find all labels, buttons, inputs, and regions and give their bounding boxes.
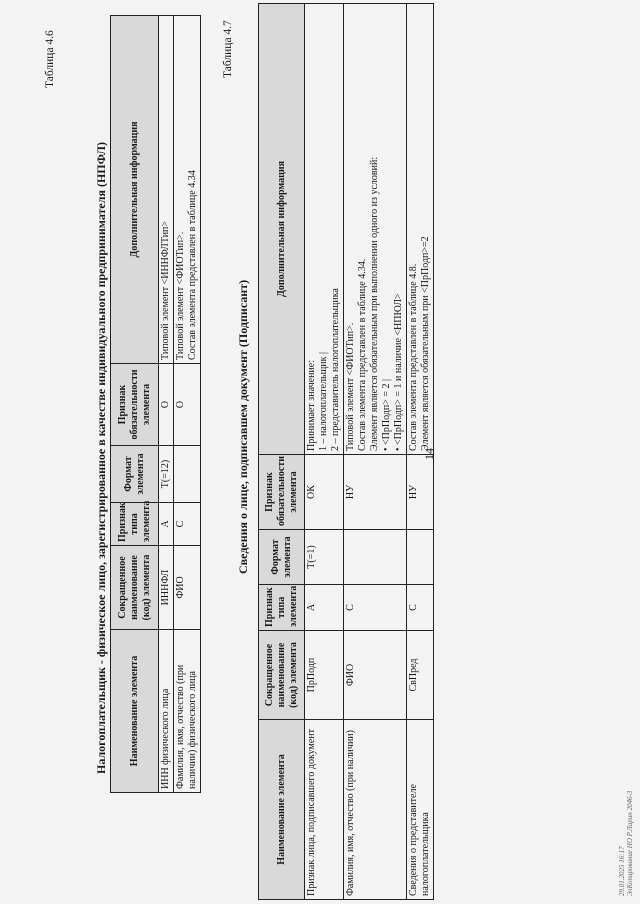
info-line: 1 – налогоплательщик | bbox=[318, 351, 329, 451]
element-code-cell: ИННФЛ bbox=[159, 546, 174, 630]
element-format-cell bbox=[344, 530, 407, 585]
element-info-cell bbox=[344, 4, 407, 455]
table-row bbox=[407, 4, 434, 900]
table-4-6-title: Налогоплательщик - физическое лицо, зарегистрированное в качестве индивидуального предпринимателя (НПФЛ) bbox=[94, 142, 108, 774]
stamp-line: ЭлКопирование НО Р.Ларин 2046-3 bbox=[626, 790, 634, 896]
info-line: Состав элемента представлен в таблице 4.34. bbox=[357, 258, 368, 451]
element-name-cell: ИНН физического лица bbox=[159, 630, 174, 793]
column-header: Признак типа элемента bbox=[259, 585, 305, 631]
element-name-cell: Сведения о представителе налогоплательщика bbox=[407, 720, 434, 900]
info-line: Типовой элемент <ИННФЛТип> bbox=[160, 220, 171, 360]
column-header: Признак обязательности элемента bbox=[259, 455, 305, 530]
page-number: 14 bbox=[422, 448, 436, 460]
table-header-row bbox=[259, 4, 305, 900]
table-row bbox=[305, 4, 344, 900]
info-line: Состав элемента представлен в таблице 4.34 bbox=[187, 170, 198, 360]
element-required-cell: НУ bbox=[407, 455, 434, 530]
print-stamp bbox=[618, 791, 634, 896]
table-row bbox=[159, 16, 174, 793]
table-4-6 bbox=[110, 15, 201, 793]
info-line: Типовой элемент <ФИОТип>. bbox=[175, 231, 186, 360]
table-4-7-title: Сведения о лице, подписавшем документ (Подписант) bbox=[236, 279, 250, 574]
element-code-cell: СвПред bbox=[407, 631, 434, 720]
table-row bbox=[174, 16, 201, 793]
element-info-cell bbox=[159, 16, 174, 364]
table-4-7 bbox=[258, 3, 434, 900]
info-line: • <ПрПодп> = 2 | bbox=[381, 378, 392, 451]
element-info-cell bbox=[407, 4, 434, 455]
column-header: Наименование элемента bbox=[111, 630, 159, 793]
column-header: Формат элемента bbox=[259, 530, 305, 585]
element-required-cell: НУ bbox=[344, 455, 407, 530]
element-type-cell: С bbox=[407, 585, 434, 631]
element-type-cell: С bbox=[174, 503, 201, 546]
element-format-cell bbox=[174, 446, 201, 503]
element-info-cell bbox=[174, 16, 201, 364]
element-type-cell: С bbox=[344, 585, 407, 631]
column-header: Сокращенное наименование (код) элемента bbox=[259, 631, 305, 720]
element-info-cell bbox=[305, 4, 344, 455]
element-type-cell: А bbox=[159, 503, 174, 546]
info-line: • <ПрПодп> = 1 и наличие <НПЮЛ> bbox=[393, 293, 404, 451]
element-code-cell: ФИО bbox=[344, 631, 407, 720]
stamp-line: 29.01.2025 16:17 bbox=[618, 846, 626, 896]
table-header-row bbox=[111, 16, 159, 793]
column-header: Признак типа элемента bbox=[111, 503, 159, 546]
column-header: Признак обязательности элемента bbox=[111, 364, 159, 446]
element-required-cell: О bbox=[174, 364, 201, 446]
info-line: Элемент является обязательным при <ПрПодп>=2 bbox=[420, 236, 431, 451]
element-type-cell: А bbox=[305, 585, 344, 631]
element-format-cell: Т(=1) bbox=[305, 530, 344, 585]
column-header: Формат элемента bbox=[111, 446, 159, 503]
info-line: Элемент является обязательным при выполнении одного из условий: bbox=[369, 156, 380, 451]
element-name-cell: Фамилия, имя, отчество (при наличии) bbox=[344, 720, 407, 900]
element-required-cell: О bbox=[159, 364, 174, 446]
column-header: Дополнительная информация bbox=[259, 4, 305, 455]
info-line: Принимает значение: bbox=[306, 359, 317, 451]
element-format-cell bbox=[407, 530, 434, 585]
element-name-cell: Фамилия, имя, отчество (при наличии) физического лица bbox=[174, 630, 201, 793]
info-line: Состав элемента представлен в таблице 4.8. bbox=[408, 263, 419, 451]
element-name-cell: Признак лица, подписавшего документ bbox=[305, 720, 344, 900]
info-line: 2 – представитель налогоплательщика bbox=[330, 288, 341, 451]
table-4-7-number: Таблица 4.7 bbox=[222, 20, 234, 78]
column-header: Сокращенное наименование (код) элемента bbox=[111, 546, 159, 630]
table-4-6-number: Таблица 4.6 bbox=[44, 30, 56, 88]
info-line: Типовой элемент <ФИОТип>. bbox=[345, 322, 356, 451]
element-required-cell: ОК bbox=[305, 455, 344, 530]
table-row bbox=[344, 4, 407, 900]
element-code-cell: ПрПодп bbox=[305, 631, 344, 720]
column-header: Дополнительная информация bbox=[111, 16, 159, 364]
element-code-cell: ФИО bbox=[174, 546, 201, 630]
column-header: Наименование элемента bbox=[259, 720, 305, 900]
element-format-cell: Т(=12) bbox=[159, 446, 174, 503]
